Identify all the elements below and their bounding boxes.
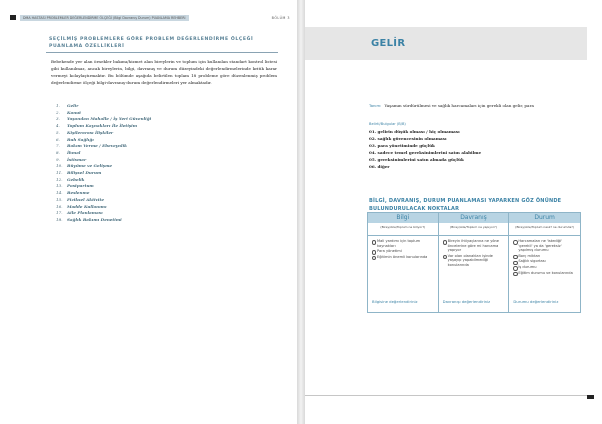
list-item-number: 18. [56, 216, 63, 222]
intro-paragraph: Bebekende yer alan örnekler bakımı/hizmet alan bireylerin ve toplum için kullanılan standart kontrol listesi gibi kullanılmaz, ancak bireylerin, bilgi, davranış ve durum düzeyindeki değerlendirmelerinde kritik karar vermeyi kolaylaştırmaktır. Bu bölümde aşağıda belirtilen toplam 18 probleme göre düzenlenmiş problem değerlendirme ölçeği bilgi-davranış-durum değerlendirmeleri yer almaktadır. [51, 59, 277, 86]
list-item [56, 204, 176, 211]
list-item-number: 9. [56, 156, 60, 162]
title-band [305, 27, 587, 60]
page-number-mark [587, 395, 594, 399]
list-item [56, 103, 176, 110]
list-item-label: Fiziksel Aktivite [67, 196, 104, 202]
footer-rule [305, 384, 591, 396]
kbs-column [439, 213, 510, 312]
list-item [56, 163, 176, 170]
list-item [56, 143, 176, 150]
kbs-column-footer: Davranışı değerlendiriniz [442, 299, 491, 304]
list-item [56, 170, 176, 177]
kbs-table [367, 212, 581, 313]
list-item [56, 190, 176, 197]
list-item-number: 7. [56, 143, 60, 149]
list-item-label: Büyüme ve Gelişme [67, 163, 113, 169]
kbs-column-items [439, 236, 509, 268]
kbs-item: Var olan olanakları işinde yaşayıp yapabilmediği konularında [443, 254, 505, 268]
list-item-label: Postpartum [67, 183, 94, 189]
list-item-label: Yaşanılan Mahalle / İş Yeri Güvenliği [67, 116, 152, 122]
kbs-column-items [509, 236, 580, 275]
list-item-label: Gelir [67, 103, 79, 108]
list-item-label: Beslenme [67, 190, 90, 196]
page-title: GELİR [371, 38, 406, 49]
left-page [0, 0, 297, 424]
definition-label: Tanım: [369, 103, 382, 108]
kbs-title-line2: BULUNDURULACAK NOKTALAR [369, 206, 460, 212]
list-item-number: 1. [56, 103, 60, 108]
page-number-mark [10, 15, 16, 20]
list-item-label: Ruh Sağlığı [67, 136, 94, 142]
kbs-item: Para yönetimi [372, 249, 434, 254]
signs-label: Belirti/Bulgular (B/B) [369, 122, 406, 126]
list-item [56, 123, 176, 130]
list-item-label: İhmal [67, 149, 81, 155]
list-item-number: 11. [56, 170, 63, 176]
kbs-column-items [368, 236, 438, 259]
sign-item: 04. sadece temel gereksinimlerini satın alabilme [369, 150, 482, 156]
list-item-number: 16. [56, 203, 63, 209]
sign-item: 06. diğer [369, 164, 390, 170]
list-item-label: Konut [67, 109, 82, 115]
list-item [56, 210, 176, 217]
kbs-column [368, 213, 439, 312]
kbs-item: Harcamaları ne 'istediği' 'gerekli' ya da 'gereksiz' yapılmış durumu [513, 239, 576, 253]
kbs-title-line1: BİLGİ, DAVRANIŞ, DURUM PUANLAMASI YAPARKEN GÖZ ÖNÜNDE [369, 198, 562, 204]
list-item-number: 17. [56, 210, 63, 216]
list-item-number: 8. [56, 149, 60, 155]
right-page [305, 0, 602, 424]
kbs-title [369, 197, 589, 213]
list-item [56, 197, 176, 204]
list-item-label: Gebelik [67, 176, 85, 182]
list-item [56, 177, 176, 184]
list-item [56, 217, 176, 224]
definition [369, 103, 534, 108]
list-item-number: 14. [56, 190, 63, 196]
list-item-label: Aile Planlaması [67, 210, 103, 216]
kbs-column-head: Bilgi [368, 213, 438, 223]
list-item [56, 116, 176, 123]
list-item-number: 13. [56, 183, 63, 189]
running-head-text: DMA HASTASI PROBLEMLER DEĞERLENDİRME ÖLÇEĞİ (Bilgi Davranış Durum) PUANLAMA REHBERİ [20, 15, 189, 21]
sign-item: 01. gelirin düşük olması / hiç olmaması [369, 129, 460, 134]
kbs-item: Bireyin ihtiyaçlarına ne yöne öncelerine göre mi harcama yapıyor [443, 239, 505, 253]
kbs-column-rule [509, 235, 580, 236]
list-item-label: Madde Kullanımı [67, 203, 107, 209]
list-item-number: 3. [56, 116, 60, 122]
kbs-item: Mali yardımı için toplum kaynakları [372, 239, 434, 248]
kbs-item: Eğitim durumu ve konularında [513, 271, 576, 276]
list-item [56, 110, 176, 117]
definition-text: Yaşamın sürdürülmesi ve sağlık harcamaları için gerekli olan gelir, para [384, 103, 534, 108]
section-title-line1: SEÇİLMİŞ PROBLEMLERE GÖRE PROBLEM DEĞERLENDİRME ÖLÇEĞİ [49, 37, 254, 42]
problem-list [56, 103, 176, 224]
kbs-column-subtitle: (Birey/Aile/Toplum nasıl? ne durumda?) [515, 225, 574, 229]
list-item-number: 10. [56, 163, 63, 169]
section-label: BÖLÜM 3 [271, 15, 290, 20]
kbs-column-head: Davranış [439, 213, 509, 223]
list-item [56, 130, 176, 137]
kbs-item: İş durumu [513, 265, 576, 270]
running-header [10, 14, 290, 21]
kbs-column-head: Durum [509, 213, 580, 223]
list-item-number: 2. [56, 109, 60, 115]
list-item [56, 157, 176, 164]
section-title-box [46, 36, 278, 53]
list-item-number: 6. [56, 136, 60, 142]
sign-item: 02. sağlık güvencesinin olmaması [369, 136, 447, 142]
list-item-label: Toplum Kaynakları İle İletişim [67, 123, 138, 129]
list-item-number: 12. [56, 176, 63, 182]
list-item-number: 4. [56, 123, 60, 129]
list-item-label: Sağlık Bakımı Denetimi [67, 216, 122, 222]
book-gutter [297, 0, 305, 424]
kbs-column-rule [439, 235, 509, 236]
list-item-label: Bilişsel Durum [67, 170, 102, 176]
kbs-column-footer: Bilgisine değerlendiriniz [372, 299, 418, 304]
list-item-label: İstismar [67, 156, 87, 162]
list-item-number: 15. [56, 196, 63, 202]
kbs-column [509, 213, 580, 312]
kbs-column-rule [368, 235, 438, 236]
kbs-column-subtitle: (Birey/Aile/Toplum ne yapıyor?) [450, 225, 497, 229]
kbs-item: Borç miktarı [513, 254, 576, 259]
list-item [56, 137, 176, 144]
list-item-label: Bakım Verme / Ebeveynlik [67, 143, 127, 149]
kbs-item: Eğitimin önemli konularında [372, 255, 434, 260]
section-title-line2: PUANLAMA ÖZELLİKLERİ [49, 44, 125, 49]
list-item-number: 5. [56, 129, 60, 135]
sign-item: 03. para yönetiminde güçlük [369, 143, 435, 149]
kbs-column-subtitle: (Birey/Aile/Toplum ne biliyor?) [380, 225, 426, 229]
signs-list [369, 128, 569, 171]
list-item [56, 183, 176, 190]
kbs-item: Sağlık sigortası [513, 259, 576, 264]
kbs-column-footer: Durumu değerlendiriniz [513, 299, 559, 304]
list-item [56, 150, 176, 157]
list-item-label: Kişilerarası İlişkiler [67, 129, 114, 135]
sign-item: 05. gereksinimlerini satın almada güçlük [369, 157, 464, 163]
